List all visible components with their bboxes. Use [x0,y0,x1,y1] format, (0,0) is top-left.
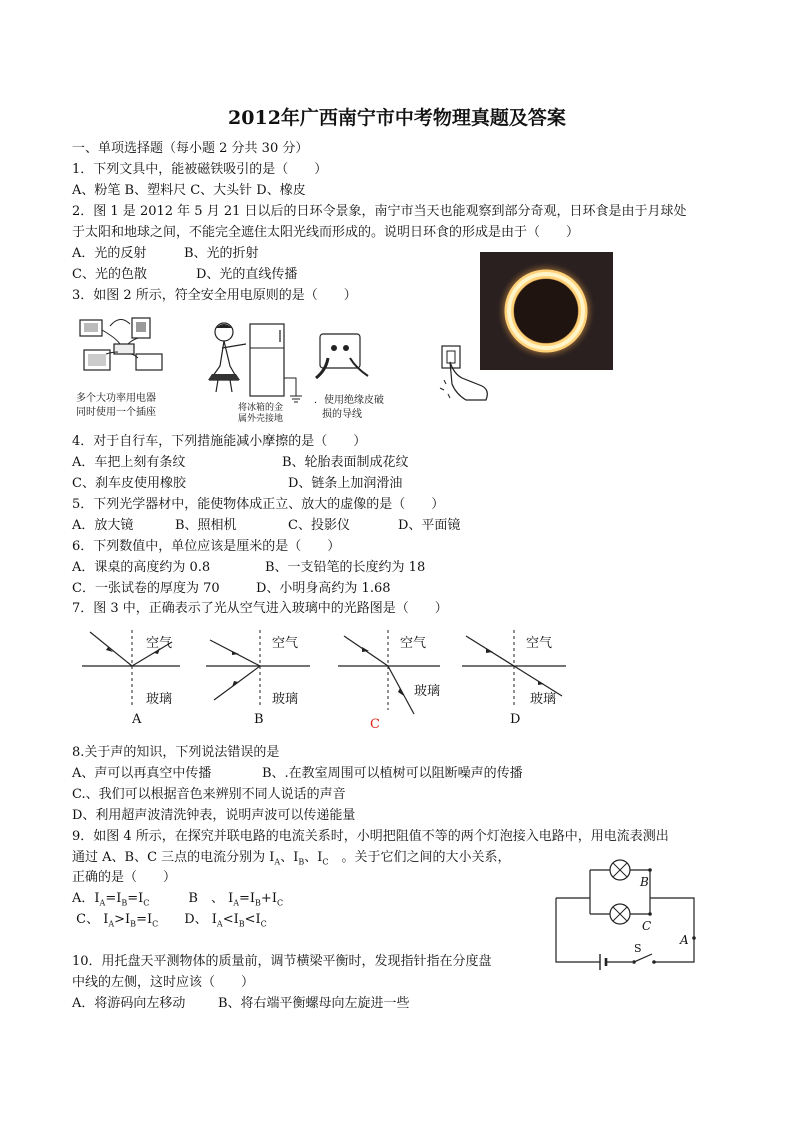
question-6-option-b: B、一支铅笔的长度约为 18 [265,560,426,575]
question-5-stem: 5．下列光学器材中，能使物体成正立、放大的虚像的是（ ） [72,497,445,512]
page-title: 2012年广西南宁市中考物理真题及答案 [228,107,566,129]
diagram-a-glass-label: 玻璃 [146,692,173,707]
figure-2a-caption-line1: 多个大功率用电器 [76,393,156,404]
question-9-stem-line3: 正确的是（ ） [72,870,177,885]
diagram-d-glass-label: 玻璃 [530,692,557,707]
question-4-option-a: A．车把上刻有条纹 [72,455,186,470]
question-6-option-d: D、小明身高约为 1.68 [256,581,391,596]
question-2-option-b: B、光的折射 [184,246,259,261]
question-9-options-row1: A．$I_A=I_B=I_C$ B 、 $I_A=I_B+I_C$ [72,891,284,908]
figure-2a-caption-line2: 同时使用一个插座 [76,407,156,418]
question-10-stem-line2: 中线的左侧，这时应该（ ） [72,975,255,990]
question-8-option-b: B、.在教室周围可以植树可以阻断噪声的传播 [262,766,523,781]
diagram-b-option-label: B [254,712,264,727]
question-7-stem: 7．图 3 中，正确表示了光从空气进入玻璃中的光路图是（ ） [72,601,448,616]
question-9-stem-line1: 9．如图 4 所示，在探究并联电路的电流关系时，小明把阻值不等的两个灯泡接入电路中，用电流表测出 [72,829,669,844]
question-2-stem-line2: 于太阳和地球之间，不能完全遮住太阳光线而形成的。说明日环食的形成是由于（ ） [72,225,580,240]
question-8-option-a: A、声可以再真空中传播 [72,766,212,781]
question-3-stem: 3．如图 2 所示，符全安全用电原则的是（ ） [72,288,357,303]
figure-2c-caption-line1: ．使用绝缘皮破 [314,395,384,406]
question-4-option-c: C、刹车皮使用橡胶 [72,476,186,491]
diagram-d-air-label: 空气 [526,636,553,651]
question-2-stem-line1: 2．图 1 是 2012 年 5 月 21 日以后的日环令景象，南宁市当天也能观察到部分奇观，日环食是由于月球处 [72,204,687,219]
diagram-d-option-label: D [510,712,521,727]
question-2-option-c: C、光的色散 [72,267,147,282]
question-4-stem: 4．对于自行车，下列措施能减小摩擦的是（ ） [72,434,367,449]
question-2-option-d: D、光的直线传播 [196,267,298,282]
question-9-stem-line2: 通过 A、B、C 三点的电流分别为 $I_A$、$I_B$、$I_C$ 。关于它们之间的大小关系， [72,850,511,867]
circuit-label-c: C [642,919,652,933]
hand-switch-illustration [436,344,494,406]
diagram-b-glass-label: 玻璃 [272,692,299,707]
question-10-option-a: A．将游码向左移动 [72,996,186,1011]
figure-2b-caption-line2: 属外壳接地 [238,414,284,424]
question-8-stem: 8.关于声的知识，下列说法错误的是 [72,745,280,760]
diagram-c-glass-label: 玻璃 [414,684,441,699]
question-5-option-d: D、平面镜 [398,518,461,533]
parallel-circuit-diagram [552,858,712,980]
annular-eclipse-image [480,252,613,370]
question-1-options: A、粉笔 B、塑料尺 C、大头针 D、橡皮 [72,183,306,198]
question-1-stem: 1．下列文具中，能被磁铁吸引的是（ ） [72,162,328,177]
damaged-wire-illustration [312,330,374,382]
question-4-option-b: B、轮胎表面制成花纹 [282,455,409,470]
question-9-options-row2: C、 $I_A>I_B=I_C$ D、 $I_A<I_B<I_C$ [72,912,267,929]
question-6-stem: 6．下列数值中，单位应该是厘米的是（ ） [72,539,341,554]
question-5-option-a: A．放大镜 [72,518,134,533]
question-5-option-b: B、照相机 [175,518,237,533]
circuit-label-a: A [680,933,689,947]
question-8-option-c: C.、我们可以根据音色来辨别不同人说话的声音 [72,787,346,802]
diagram-a-air-label: 空气 [146,636,173,651]
question-6-option-c: C．一张试卷的厚度为 70 [72,581,220,596]
question-10-stem-line1: 10．用托盘天平测物体的质量前，调节横梁平衡时，发现指针指在分度盘 [72,954,492,969]
question-4-option-d: D、链条上加润滑油 [288,476,403,491]
question-10-option-b: B、将右端平衡螺母向左旋进一些 [218,996,410,1011]
question-8-option-d: D、利用超声波清洗钟表，说明声波可以传递能量 [72,808,356,823]
fridge-grounding-illustration [200,318,310,408]
circuit-label-s: S [634,942,642,955]
question-5-option-c: C、投影仪 [288,518,350,533]
question-6-option-a: A．课桌的高度约为 0.8 [72,560,211,575]
diagram-c-air-label: 空气 [400,636,427,651]
section-heading: 一、单项选择题（每小题 2 分共 30 分） [72,141,309,156]
overloaded-socket-illustration [76,314,172,378]
diagram-b-air-label: 空气 [272,636,299,651]
diagram-c-option-label: C [370,717,380,732]
circuit-label-b: B [640,875,649,889]
question-2-option-a: A．光的反射 [72,246,147,261]
diagram-a-option-label: A [132,712,142,727]
figure-2c-caption-line2: 损的导线 [322,409,362,420]
figure-2b-caption-line1: 将冰箱的金 [238,403,284,413]
light-path-diagram-c [334,626,444,722]
